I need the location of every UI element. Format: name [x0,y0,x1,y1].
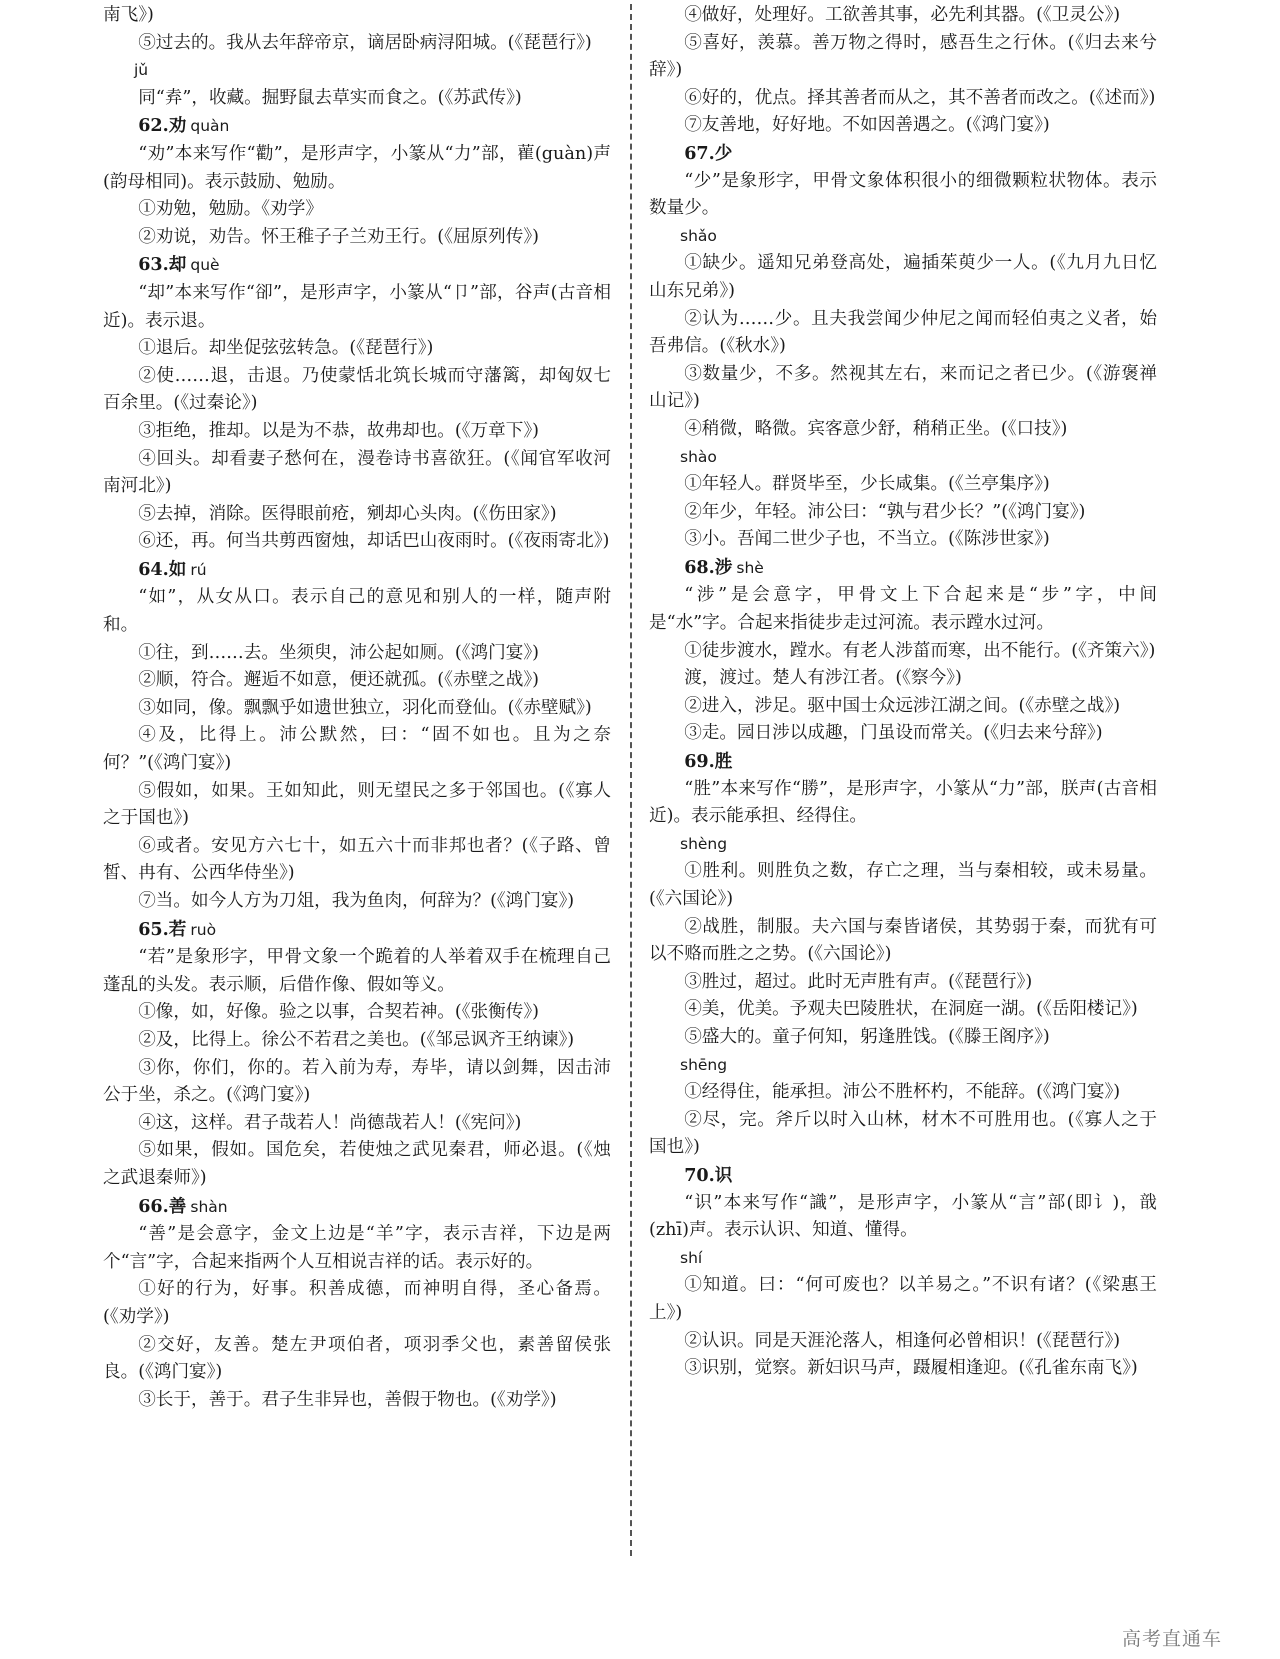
sense-item: ⑤过去的。我从去年辞帝京，谪居卧病浔阳城。(《琵琶行》) [138,32,592,53]
entry-description: “若”是象形字，甲骨文象一个跪着的人举着双手在梳理自己蓬乱的头发。表示顺，后借作像、假如等义。 [103,947,611,995]
sense-item: ②使……退，击退。乃使蒙恬北筑长城而守藩篱，却匈奴七百余里。(《过秦论》) [103,365,611,414]
pronunciation-label: shǎo [680,226,717,245]
sense-item: ④及，比得上。沛公默然，曰：“固不如也。且为之奈何？”(《鸿门宴》) [103,725,611,774]
sense-item: ②劝说，劝告。怀王稚子子兰劝王行。(《屈原列传》) [138,226,539,247]
continued-text: 南飞》) [103,5,154,25]
sense-item: ①经得住，能承担。沛公不胜杯杓，不能辞。(《鸿门宴》) [684,1082,1121,1103]
entry-character: 66.善 [138,1195,187,1217]
sense-item: ④稍微，略微。宾客意少舒，稍稍正坐。(《口技》) [684,418,1068,439]
entry-pinyin: ruò [190,920,217,939]
entry-heading [138,112,611,141]
entry-description: “涉”是会意字，甲骨文上下合起来是“步”字，中间是“水”字。合起来指徒步走过河流。表示蹚水过河。 [649,585,1157,634]
entry-character: 65.若 [138,918,187,940]
sense-item: ⑤如果，假如。国危矣，若使烛之武见秦君，师必退。(《烛之武退秦师》) [103,1140,611,1188]
pronunciation-label: shèng [680,834,728,853]
sense-item: ②战胜，制服。夫六国与秦皆诸侯，其势弱于秦，而犹有可以不赂而胜之之势。(《六国论》) [649,916,1157,965]
sense-item: ④这，这样。君子哉若人！尚德哉若人！(《宪问》) [138,1112,522,1133]
sense-item: ③拒绝，推却。以是为不恭，故弗却也。(《万章下》) [138,420,539,441]
entry-pinyin: shè [736,558,764,577]
sense-item: ①胜利。则胜负之数，存亡之理，当与秦相较，或未易量。(《六国论》) [649,861,1157,909]
sense-sub-item: 渡，渡过。楚人有涉江者。(《察今》) [684,668,962,689]
entry-character: 67.少 [684,142,733,164]
entry-heading [684,140,1157,168]
entry-description: “胜”本来写作“勝”，是形声字，小篆从“力”部，朕声(古音相近)。表示能承担、经得住。 [649,778,1157,827]
entry-heading [684,1162,1157,1190]
entry-description: “少”是象形字，甲骨文象体积很小的细微颗粒状物体。表示数量少。 [649,170,1157,219]
sense-item: ④美，优美。予观夫巴陵胜状，在洞庭一湖。(《岳阳楼记》) [684,999,1138,1020]
sense-item: ③胜过，超过。此时无声胜有声。(《琵琶行》) [684,971,1033,992]
entry-heading [138,556,611,585]
entry-description: “却”本来写作“卻”，是形声字，小篆从“卩”部，谷声(古音相近)。表示退。 [103,282,611,331]
entry-pinyin: shàn [190,1197,228,1216]
pronunciation-label: shēng [680,1055,728,1074]
sense-item: ②认识。同是天涯沦落人，相逢何必曾相识！(《琵琶行》) [684,1330,1121,1351]
sense-item: 同“弆”，收藏。掘野鼠去草实而食之。(《苏武传》) [138,87,522,108]
sense-item: ①年轻人。群贤毕至，少长咸集。(《兰亭集序》) [684,474,1050,495]
entry-heading [138,251,611,280]
entry-pinyin: rú [190,560,207,579]
entry-heading [138,1193,611,1222]
entry-heading [684,554,1157,583]
sense-item: ①退后。却坐促弦弦转急。(《琵琶行》) [138,338,434,359]
sense-item: ②交好，友善。楚左尹项伯者，项羽季父也，素善留侯张良。(《鸿门宴》) [103,1334,611,1383]
pronunciation-label: shào [680,447,717,466]
sense-item: ②年少，年轻。沛公曰：“孰与君少长？”(《鸿门宴》) [684,501,1086,522]
entry-description: “劝”本来写作“勸”，是形声字，小篆从“力”部，雚(guàn)声(韵母相同)。表示鼓励、勉励。 [103,143,611,192]
sense-item: ③你，你们，你的。若入前为寿，寿毕，请以剑舞，因击沛公于坐，杀之。(《鸿门宴》) [103,1057,611,1106]
sense-item: ⑥或者。安见方六七十，如五六十而非邦也者？(《子路、曾皙、冉有、公西华侍坐》) [103,835,611,884]
sense-item: ①知道。曰：“何可废也？以羊易之。”不识有诸？(《梁惠王上》) [649,1275,1157,1323]
sense-item: ③识别，觉察。新妇识马声，蹑履相逢迎。(《孔雀东南飞》) [684,1358,1138,1379]
entry-heading [684,748,1157,776]
sense-item: ①往，到……去。坐须臾，沛公起如厕。(《鸿门宴》) [138,642,539,663]
entry-pinyin: què [190,256,220,275]
entry-character: 62.劝 [138,115,187,137]
document-page [103,0,1163,1570]
watermark-text: 高考直通车 [1121,1628,1222,1650]
sense-item: ⑥好的，优点。择其善者而从之，其不善者而改之。(《述而》) [684,87,1156,108]
pronunciation-label: shí [680,1248,703,1267]
entry-heading [138,916,611,945]
sense-item: ③走。园日涉以成趣，门虽设而常关。(《归去来兮辞》) [684,723,1103,744]
sense-item: ⑤喜好，羡慕。善万物之得时，感吾生之行休。(《归去来兮辞》) [649,32,1157,81]
sense-item: ④回头。却看妻子愁何在，漫卷诗书喜欲狂。(《闻官军收河南河北》) [103,448,611,497]
sense-item: ①好的行为，好事。积善成德，而神明自得，圣心备焉。(《劝学》) [103,1279,611,1327]
sense-item: ②及，比得上。徐公不若君之美也。(《邹忌讽齐王纳谏》) [138,1029,575,1050]
entry-character: 70.识 [684,1164,733,1186]
right-column [649,2,1157,1383]
sense-item: ①徒步渡水，蹚水。有老人涉菑而寒，出不能行。(《齐策六》) [684,640,1156,661]
sense-item: ③如同，像。飘飘乎如遗世独立，羽化而登仙。(《赤壁赋》) [138,697,592,718]
sense-item: ②尽，完。斧斤以时入山林，材木不可胜用也。(《寡人之于国也》) [649,1109,1157,1158]
entry-character: 63.却 [138,254,187,276]
sense-item: ③数量少，不多。然视其左右，来而记之者已少。(《游褒禅山记》) [649,363,1157,412]
sense-item: ③长于，善于。君子生非异也，善假于物也。(《劝学》) [138,1389,557,1410]
left-column [103,2,611,1414]
sense-item: ①缺少。遥知兄弟登高处，遍插茱萸少一人。(《九月九日忆山东兄弟》) [649,253,1157,301]
sense-item: ⑤盛大的。童子何知，躬逢胜饯。(《滕王阁序》) [684,1026,1050,1047]
sense-item: ④做好，处理好。工欲善其事，必先利其器。(《卫灵公》) [684,5,1121,25]
sense-item: ③小。吾闻二世少子也，不当立。(《陈涉世家》) [684,529,1050,550]
entry-character: 68.涉 [684,556,733,578]
sense-item: ②顺，符合。邂逅不如意，便还就孤。(《赤壁之战》) [138,670,539,691]
entry-description: “善”是会意字，金文上边是“羊”字，表示吉祥，下边是两个“言”字，合起来指两个人互相说吉祥的话。表示好的。 [103,1224,611,1272]
sense-item: ⑦友善地，好好地。不如因善遇之。(《鸿门宴》) [684,115,1050,136]
entry-character: 69.胜 [684,751,733,773]
entry-description: “如”，从女从口。表示自己的意见和别人的一样，随声附和。 [103,587,611,636]
sense-item: ①劝勉，勉励。《劝学》 [138,199,323,220]
sense-item: ⑦当。如今人方为刀俎，我为鱼肉，何辞为？(《鸿门宴》) [138,891,575,911]
entry-pinyin: quàn [190,117,230,136]
sense-item: ①像，如，好像。验之以事，合契若神。(《张衡传》) [138,1002,539,1023]
pronunciation-label: jǔ [134,61,149,80]
entry-character: 64.如 [138,558,187,580]
sense-item: ⑤假如，如果。王如知此，则无望民之多于邻国也。(《寡人之于国也》) [103,780,611,829]
sense-item: ②进入，涉足。驱中国士众远涉江湖之间。(《赤壁之战》) [684,695,1121,716]
sense-item: ⑤去掉，消除。医得眼前疮，剜却心头肉。(《伤田家》) [138,503,557,524]
sense-item: ②认为……少。且夫我尝闻少仲尼之闻而轻伯夷之义者，始吾弗信。(《秋水》) [649,308,1157,357]
entry-description: “识”本来写作“識”，是形声字，小篆从“言”部(即讠)，戠(zhī)声。表示认识、知道、懂得。 [649,1192,1157,1241]
sense-item: ⑥还，再。何当共剪西窗烛，却话巴山夜雨时。(《夜雨寄北》) [138,531,610,552]
column-divider [630,4,632,1556]
